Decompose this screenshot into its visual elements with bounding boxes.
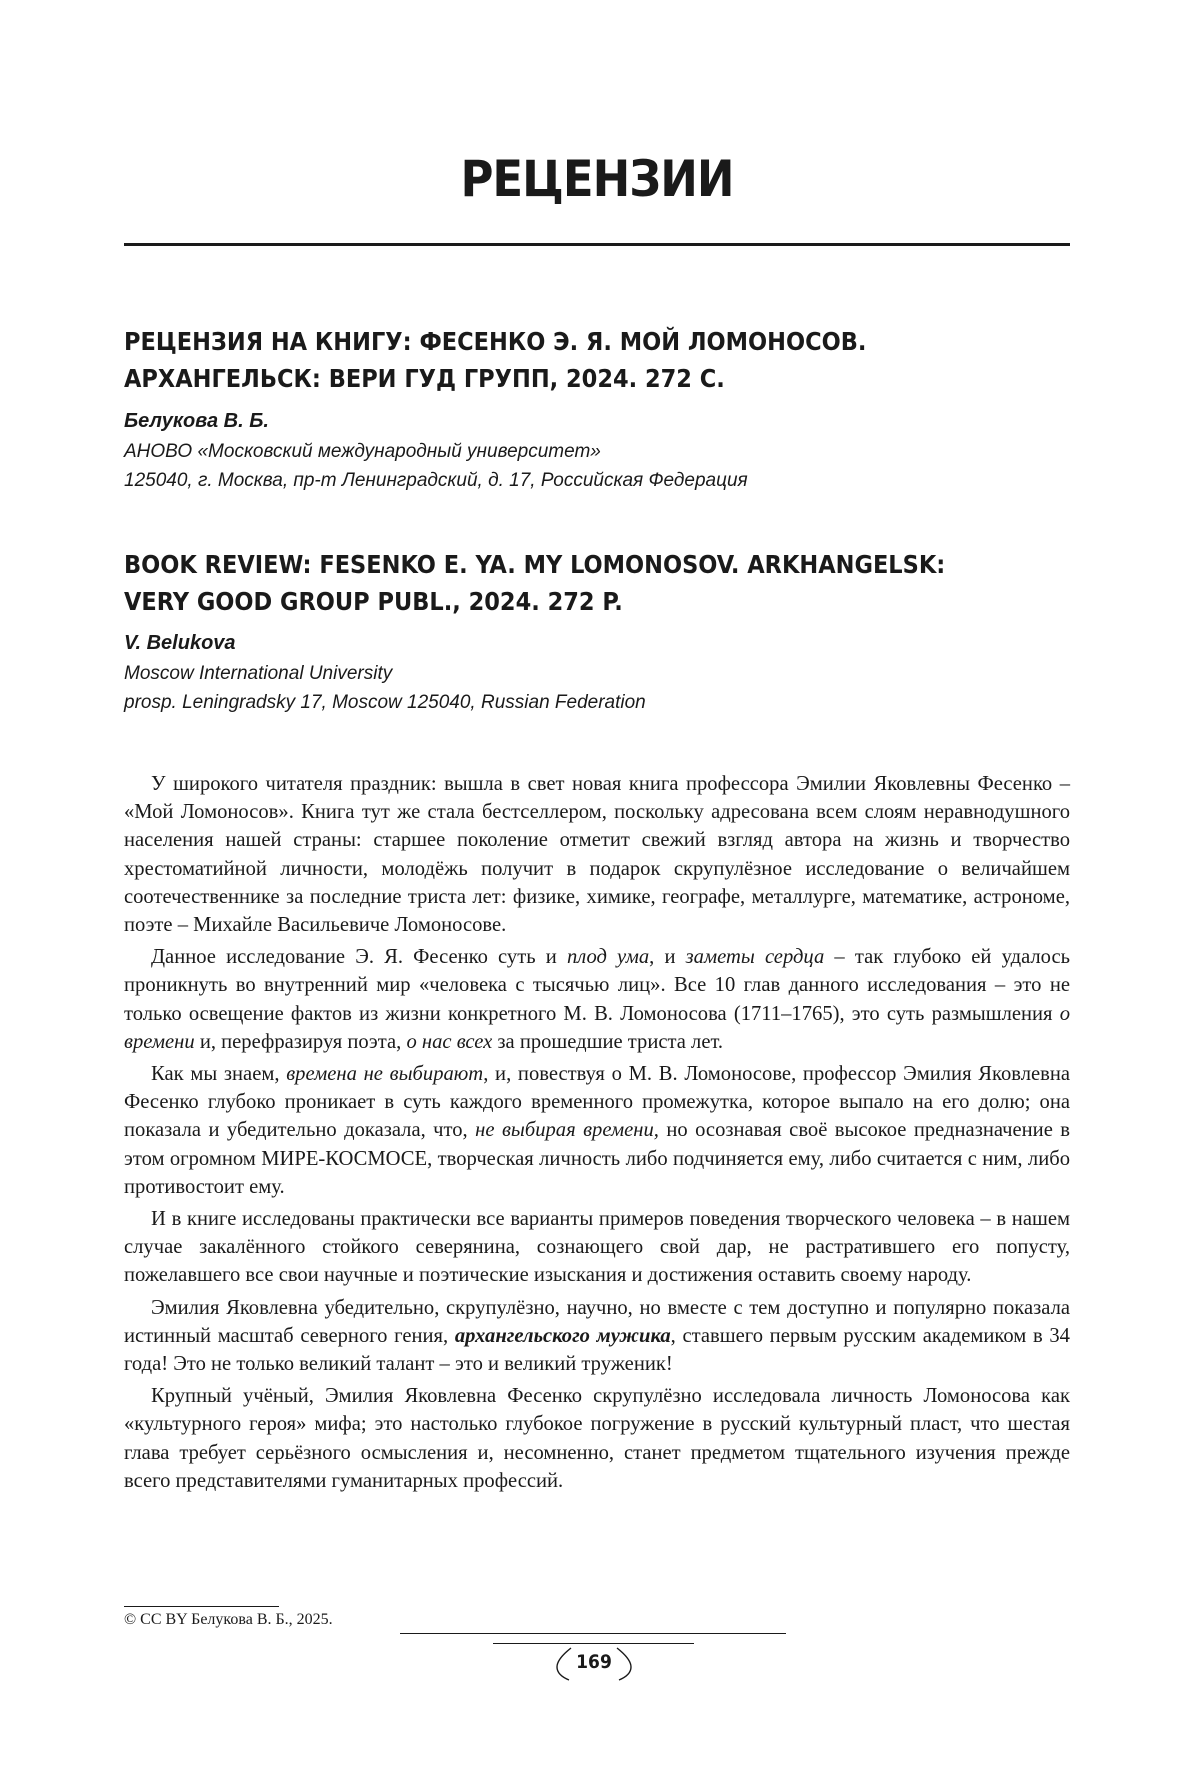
bold-emphasis: архангельского мужика	[454, 1324, 671, 1347]
affiliation-en-line: prosp. Leningradsky 17, Moscow 125040, Russian Federation	[124, 692, 646, 713]
emphasis: заметы сердца	[685, 946, 825, 969]
paragraph: И в книге исследованы практически все варианты примеров поведения творческого человека – в нашем случае закалённого стойкого северянина, сознающего свой дар, не растратившего его попусту, пожелавшего все свои научные и поэтические изыскания и достижения оставить своему народу.	[124, 1208, 1070, 1287]
footnote-rule	[124, 1606, 279, 1607]
article-title-en-line: BOOK REVIEW: FESENKO E. YA. MY LOMONOSOV. ARKHANGELSK:	[124, 550, 946, 579]
page-number-rule	[400, 1633, 786, 1634]
affiliation-en-line: Moscow International University	[124, 663, 393, 684]
author-en: V. Belukova	[124, 632, 236, 654]
affiliation-en	[124, 659, 646, 717]
page-number-rule	[493, 1643, 694, 1644]
page-number: 169	[576, 1651, 612, 1673]
emphasis: времена не выбирают	[286, 1063, 484, 1086]
emphasis: плод ума	[566, 946, 650, 969]
emphasis: о нас всех	[406, 1030, 493, 1053]
article-title-ru-line: АРХАНГЕЛЬСК: ВЕРИ ГУД ГРУПП, 2024. 272 С.	[124, 364, 725, 393]
emphasis: не выбирая времени,	[475, 1119, 659, 1142]
article-title-ru-line: РЕЦЕНЗИЯ НА КНИГУ: ФЕСЕНКО Э. Я. МОЙ ЛОМОНОСОВ.	[124, 327, 867, 356]
copyright-footnote: © CC BY Белукова В. Б., 2025.	[124, 1611, 333, 1628]
paragraph: У широкого читателя праздник: вышла в свет новая книга профессора Эмилии Яковлевны Фесенко – «Мой Ломоносов». Книга тут же стала бестселлером, поскольку адресована всем слоям неравнодушного населения нашей страны: старшее поколение отметит свежий взгляд автора на жизнь и творчество хрестоматийной личности, молодёжь получит в подарок скрупулёзное исследование о величайшем соотечественнике за последние триста лет: физике, химике, географе, металлурге, математике, астрономе, поэте – Михайле Васильевиче Ломоносове.	[124, 773, 1070, 937]
paragraph: Как мы знаем, времена не выбирают, и, повествуя о М. В. Ломоносове, профессор Эмилия Яковлевна Фесенко глубоко проникает в суть каждого временного промежутка, которое выпало на его долю; она показала и убедительно доказала, что, не выбирая времени, но осознавая своё высокое предназначение в этом огромном МИРЕ-КОСМОСЕ, творческая личность либо подчиняется ему, либо считается с ним, либо противостоит ему.	[124, 1063, 1071, 1198]
article-title-ru	[124, 323, 1070, 397]
paragraph: Данное исследование Э. Я. Фесенко суть и плод ума, и заметы сердца – так глубоко ей удалось проникнуть во внутренний мир «человека с тысячью лиц». Все 10 глав данного исследования – это не только освещение фактов из жизни конкретного М. В. Ломоносова (1711–1765), это суть размышления о времени и, перефразируя поэта, о нас всех за прошедшие триста лет.	[124, 946, 1071, 1053]
review-body	[124, 770, 1070, 1499]
article-title-en-line: VERY GOOD GROUP PUBL., 2024. 272 P.	[124, 587, 623, 616]
emphasis: о времени	[124, 1002, 1070, 1053]
title-rule	[124, 243, 1070, 246]
paragraph: Эмилия Яковлевна убедительно, скрупулёзно, научно, но вместе с тем доступно и популярно показала истинный масштаб северного гения, архангельского мужика, ставшего первым русским академиком в 34 года! Это не только великий талант – это и великий труженик!	[124, 1296, 1070, 1376]
article-title-en	[124, 546, 1070, 620]
section-title: РЕЦЕНЗИИ	[460, 150, 734, 208]
affiliation-ru	[124, 437, 748, 495]
author-ru: Белукова В. Б.	[124, 410, 269, 432]
affiliation-ru-line: 125040, г. Москва, пр-т Ленинградский, д. 17, Российская Федерация	[124, 470, 748, 491]
paragraph: Крупный учёный, Эмилия Яковлевна Фесенко скрупулёзно исследовала личность Ломоносова как «культурного героя» мифа; это настолько глубокое погружение в русский культурный пласт, что шестая глава требует серьёзного осмысления и, несомненно, станет предметом тщательного изучения прежде всего представителями гуманитарных профессий.	[124, 1385, 1070, 1492]
affiliation-ru-line: АНОВО «Московский международный университет»	[124, 441, 601, 462]
